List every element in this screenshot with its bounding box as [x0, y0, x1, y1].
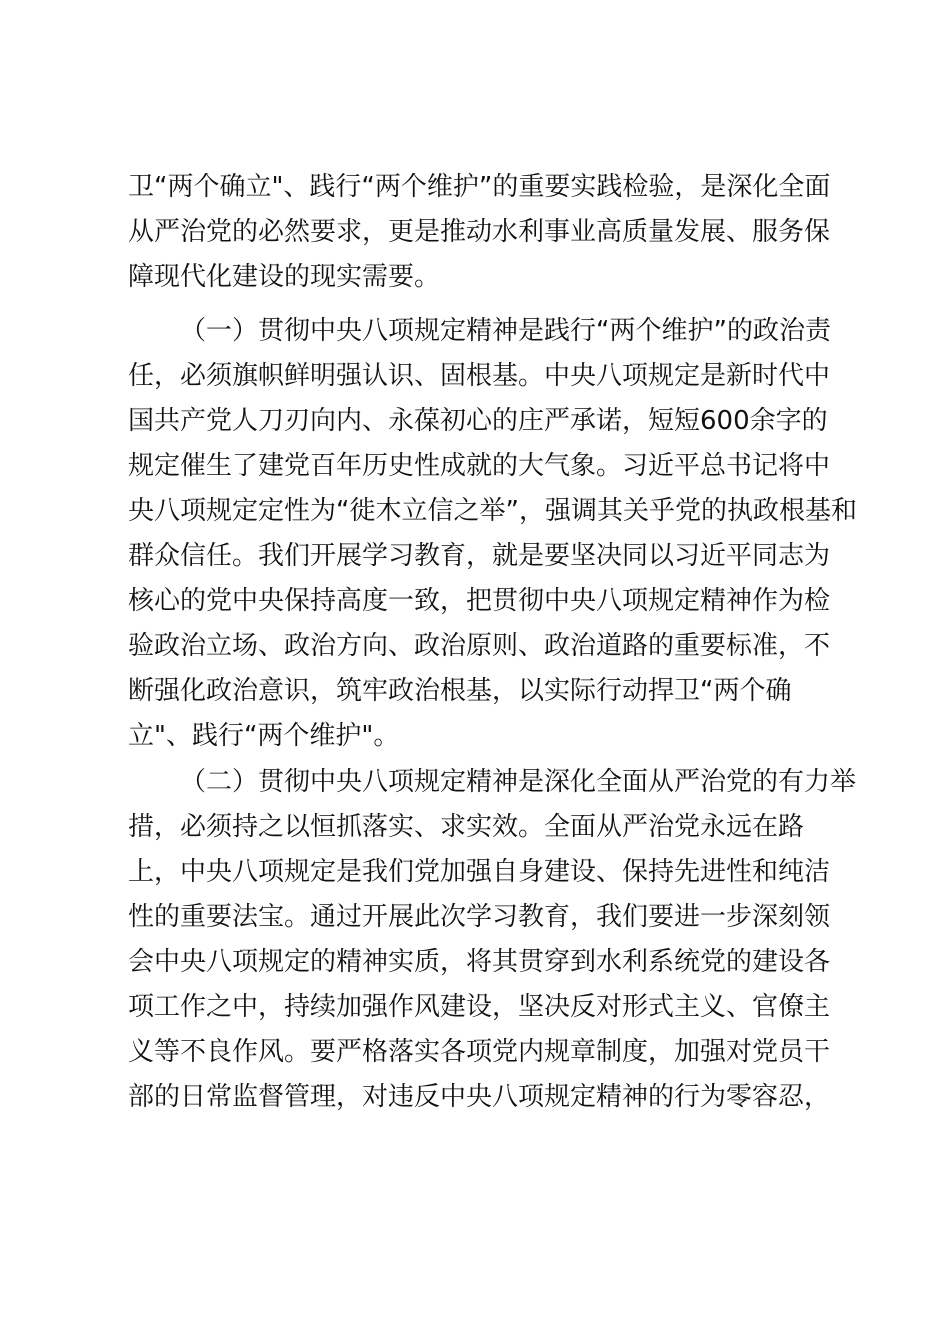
section-two-heading-line: （二）贯彻中央八项规定精神是深化全面从严治党的有力举: [180, 767, 857, 797]
body-text-line: 央八项规定定性为“徙木立信之举”，强调其关乎党的执政根基和: [128, 496, 857, 526]
body-text-line: 核心的党中央保持高度一致，把贯彻中央八项规定精神作为检: [128, 586, 831, 616]
body-text-line: 从严治党的必然要求，更是推动水利事业高质量发展、服务保: [128, 217, 831, 247]
body-text-line: 义等不良作风。要严格落实各项党内规章制度，加强对党员干: [128, 1037, 831, 1067]
body-text-line: 任，必须旗帜鲜明强认识、固根基。中央八项规定是新时代中: [128, 361, 831, 391]
body-text-line: 会中央八项规定的精神实质，将其贯穿到水利系统党的建设各: [128, 947, 831, 977]
body-text-line: 国共产党人刀刃向内、永葆初心的庄严承诺，短短600余字的: [128, 406, 828, 436]
body-text-line: 项工作之中，持续加强作风建设，坚决反对形式主义、官僚主: [128, 992, 831, 1022]
section-one-heading-line: （一）贯彻中央八项规定精神是践行“两个维护”的政治责: [180, 316, 831, 346]
body-text-line: 措，必须持之以恒抓落实、求实效。全面从严治党永远在路: [128, 812, 805, 842]
body-text-line: 部的日常监督管理，对违反中央八项规定精神的行为零容忍，: [128, 1082, 831, 1112]
body-text-line: 群众信任。我们开展学习教育，就是要坚决同以习近平同志为: [128, 541, 831, 571]
body-text-line: 卫“两个确立"、践行“两个维护”的重要实践检验，是深化全面: [128, 172, 831, 202]
body-text-line: 性的重要法宝。通过开展此次学习教育，我们要进一步深刻领: [128, 902, 831, 932]
body-text-line: 规定催生了建党百年历史性成就的大气象。习近平总书记将中: [128, 451, 831, 481]
body-text-line: 立"、践行“两个维护"。: [128, 721, 400, 751]
body-text-line: 断强化政治意识，筑牢政治根基，以实际行动捍卫“两个确: [128, 676, 792, 706]
body-text-line: 验政治立场、政治方向、政治原则、政治道路的重要标准，不: [128, 631, 831, 661]
body-text-line: 障现代化建设的现实需要。: [128, 262, 441, 292]
body-text-line: 上，中央八项规定是我们党加强自身建设、保持先进性和纯洁: [128, 857, 831, 887]
